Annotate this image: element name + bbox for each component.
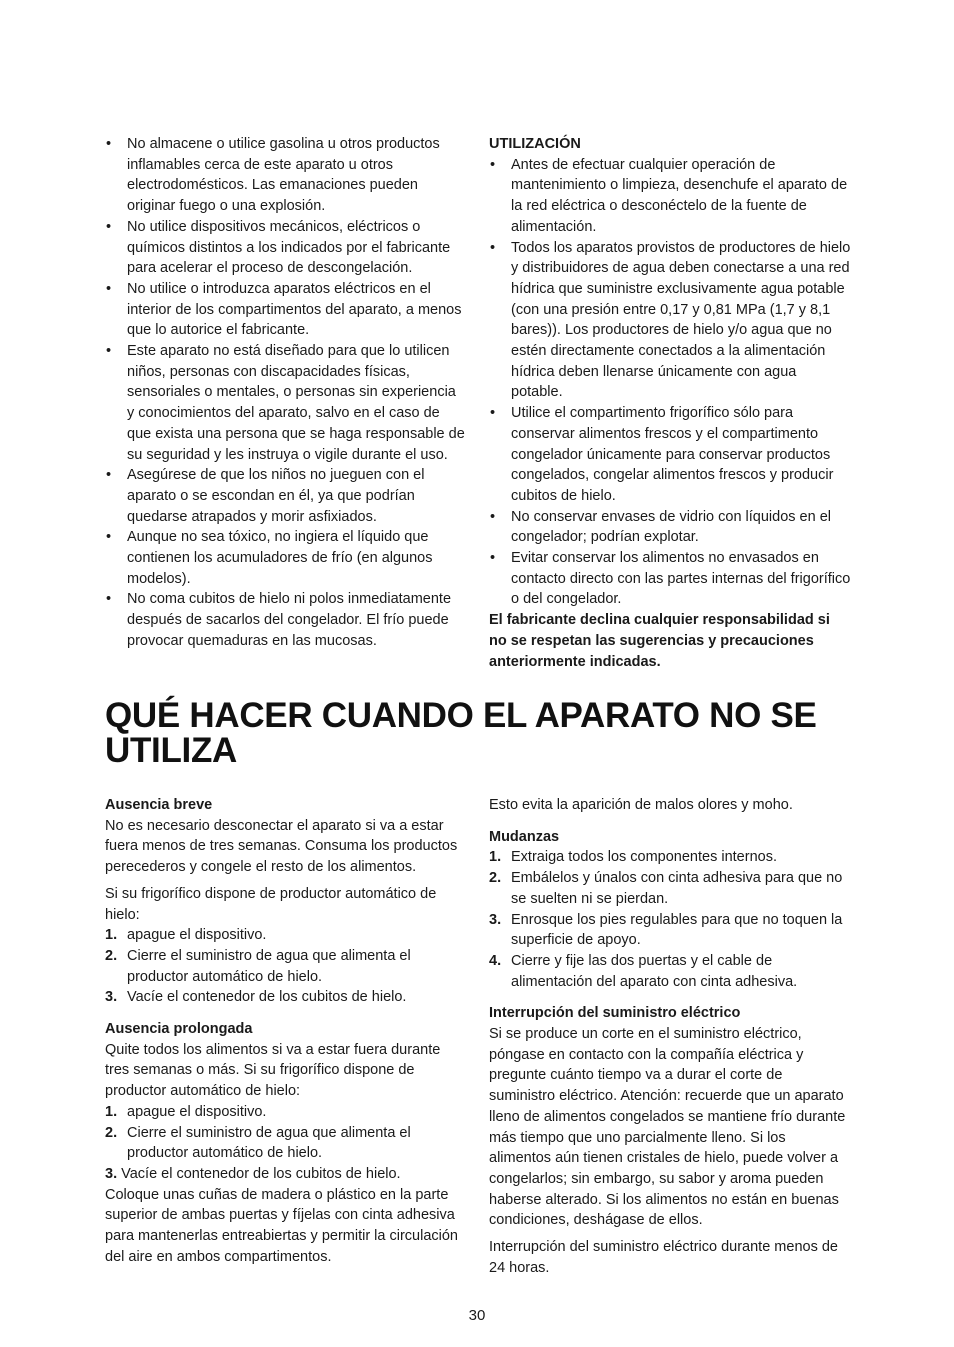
list-item: • Todos los aparatos provistos de productores de hielo y distribuidores de agua deben conectarse a una red hídrica que suministre exclusivamente agua potable (con una presión entre 0,17 y 0,81 MPa (1,7 y 8,1 bares)). Los productores de hielo y/o agua que no estén directamente conectados a la alimentación hídrica deben llenarse únicamente con agua potable. (489, 238, 851, 404)
list-item: • Este aparato no está diseñado para que lo utilicen niños, personas con discapacidades físicas, sensoriales o mentales, o personas sin experiencia y conocimientos del aparato, salvo en el caso de que exista una persona que se haga responsable de su seguridad y les instruya o vigile durante el uso. (105, 341, 467, 465)
list-item: • No conservar envases de vidrio con líquidos en el congelador; podrían explotar. (489, 507, 851, 548)
step-text: Vacíe el contenedor de los cubitos de hielo. (121, 1165, 401, 1182)
step-number: 3. (105, 1165, 118, 1182)
page-number: 30 (468, 1307, 486, 1324)
list-item (489, 910, 851, 951)
list-item: • Antes de efectuar cualquier operación de mantenimiento o limpieza, desenchufe el aparato de la red eléctrica o desconéctelo de la fuente de alimentación. (489, 155, 851, 238)
list-item: • Evitar conservar los alimentos no envasados en contacto directo con las partes internas del frigorífico o del congelador. (489, 548, 851, 610)
step-text: Enrosque los pies regulables para que no toquen la superficie de apoyo. (511, 911, 843, 949)
list-item (105, 925, 467, 946)
step-text: Cierre el suministro de agua que alimenta el productor automático de hielo. (127, 947, 411, 985)
step-text: Vacíe el contenedor de los cubitos de hielo. (127, 989, 407, 1006)
step-number: 1. (489, 849, 502, 866)
step-number: 1. (105, 1103, 118, 1120)
step-text: Extraiga todos los componentes internos. (511, 849, 777, 866)
list-item: • No coma cubitos de hielo ni polos inmediatamente después de sacarlos del congelador. El frío puede provocar quemaduras en las mucosas. (105, 589, 467, 651)
safety-warnings-list (105, 134, 467, 652)
list-item (489, 868, 851, 909)
power-cut-text2: Interrupción del suministro eléctrico durante menos de 24 horas. (489, 1239, 838, 1276)
step-number: 4. (489, 952, 502, 969)
list-item: • Utilice el compartimento frigorífico sólo para conservar alimentos frescos y el compartimento congelador únicamente para conservar productos congelados, congelar alimentos frescos y producir cubitos de hielo. (489, 403, 851, 507)
power-cut-heading: Interrupción del suministro eléctrico (489, 1005, 741, 1022)
list-item (105, 1123, 467, 1164)
step-text: apague el dispositivo. (127, 1103, 267, 1120)
step-number: 2. (105, 947, 118, 964)
long-absence-heading: Ausencia prolongada (105, 1021, 253, 1038)
step-number: 3. (105, 989, 118, 1006)
step-text: apague el dispositivo. (127, 927, 267, 944)
list-item (489, 847, 851, 868)
long-absence-text: Quite todos los alimentos si va a estar fuera durante tres semanas o más. Si su frigorífico dispone de productor automático de hielo: (105, 1041, 441, 1100)
list-item: • No utilice dispositivos mecánicos, eléctricos o químicos distintos a los indicados por el fabricante para acelerar el proceso de descongelación. (105, 217, 467, 279)
long-absence-steps (105, 1102, 467, 1164)
odor-note: Esto evita la aparición de malos olores y moho. (489, 797, 793, 813)
step-number: 3. (489, 911, 502, 928)
list-item (105, 946, 467, 987)
list-item: • No utilice o introduzca aparatos eléctricos en el interior de los compartimentos del aparato, a menos que lo autorice el fabricante. (105, 279, 467, 341)
usage-column (489, 134, 851, 672)
section-title: QUÉ HACER CUANDO EL APARATO NO SE UTILIZA (105, 696, 817, 770)
absence-column (105, 795, 467, 1267)
moving-heading: Mudanzas (489, 828, 560, 845)
step-text: Cierre el suministro de agua que alimenta el productor automático de hielo. (127, 1124, 411, 1162)
short-absence-steps (105, 925, 467, 1008)
step-number: 1. (105, 927, 118, 944)
usage-list (489, 155, 851, 610)
list-item (105, 987, 467, 1008)
list-item: • No almacene o utilice gasolina u otros productos inflamables cerca de este aparato u otros electrodomésticos. Las emanaciones pueden originar fuego o una explosión. (105, 134, 467, 217)
step-text: Embálelos y únalos con cinta adhesiva para que no se suelten ni se pierdan. (511, 870, 843, 907)
step-number: 2. (489, 870, 502, 887)
safety-warnings-column (105, 134, 467, 652)
short-absence-heading: Ausencia breve (105, 797, 213, 813)
step-number: 2. (105, 1124, 118, 1141)
moving-power-column (489, 795, 851, 1278)
short-absence-text: No es necesario desconectar el aparato si va a estar fuera menos de tres semanas. Consuma los productos perecederos y congele el resto de los alimentos. (105, 817, 458, 876)
power-cut-text: Si se produce un corte en el suministro eléctrico, póngase en contacto con la compañía eléctrica y pregunte cuánto tiempo va a durar el corte de suministro eléctrico. Atención: recuerde que un aparato lleno de alimentos congelados se mantiene frío durante más tiempo que uno parcialmente lleno. Si los alimentos aún tienen cristales de hielo, puede volver a congelarlos; sin embargo, su sabor y aroma pueden haberse alterado. Si los alimentos no están en buenas condiciones, deshágase de ellos. (489, 1026, 846, 1229)
step-text: Cierre y fije las dos puertas y el cable de alimentación del aparato con cinta adhesiva. (511, 952, 798, 990)
short-absence-text2: Si su frigorífico dispone de productor automático de hielo: (105, 885, 437, 923)
list-item: • Aunque no sea tóxico, no ingiera el líquido que contienen los acumuladores de frío (en algunos modelos). (105, 527, 467, 589)
list-item (105, 1102, 467, 1123)
long-absence-step3 (105, 1164, 467, 1185)
moving-steps (489, 847, 851, 992)
list-item: • Asegúrese de que los niños no jueguen con el aparato o se escondan en él, ya que podrían quedarse atrapados y morir asfixiados. (105, 465, 467, 527)
disclaimer: El fabricante declina cualquier responsabilidad si no se respetan las sugerencias y precauciones anteriormente indicadas. (489, 612, 830, 670)
long-absence-text-after: Coloque unas cuñas de madera o plástico en la parte superior de ambas puertas y fíjelas con cinta adhesiva para mantenerlas entreabiertas y permitir la circulación del aire en ambos compartimentos. (105, 1186, 458, 1265)
usage-heading: UTILIZACIÓN (489, 136, 581, 152)
list-item (489, 951, 851, 992)
